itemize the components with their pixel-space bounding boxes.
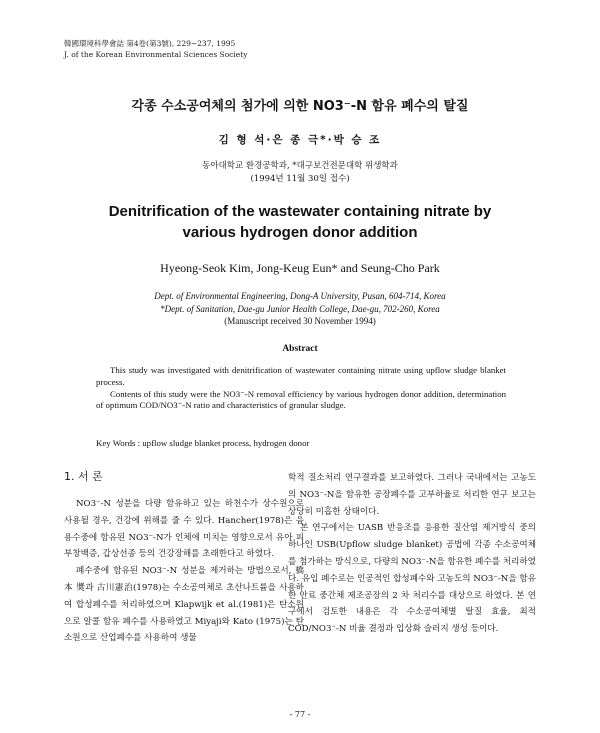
abstract-heading: Abstract: [282, 344, 318, 354]
korean-affiliation: [0, 160, 600, 186]
body-paragraph: 폐수중에 함유된 NO3⁻-N 성분을 제거하는 방법으로서, 橋本 奬과 古川憲治(1978)는 수소공여체로 초산나트륨을 사용하여 합성폐수를 처리하였으며 Klapwijk et al.(1981)은 탄소원으로 알콜 함유 폐수를 사용하였고 Miyaji와 Kato (1975)는 탄소원으로 산업폐수를 사용하여 생물: [64, 566, 304, 644]
english-affiliation-line2: *Dept. of Sanitation, Dae-gu Junior Health College, Dae-gu, 702-260, Korea: [160, 303, 440, 314]
english-title-line2: various hydrogen donor addition: [182, 224, 418, 241]
keywords: Key Words : upflow sludge blanket process, hydrogen donor: [96, 438, 310, 448]
korean-received-date: (1994년 11월 30일 접수): [250, 174, 350, 184]
page-number: - 77 -: [289, 710, 311, 719]
journal-citation-korean: 韓國環境科學會誌 第4卷(第3號), 229∼237, 1995: [64, 39, 236, 48]
abstract-paragraph: Contents of this study were the NO3⁻-N removal efficiency by various hydrogen donor addition, determination of optimum COD/NO3⁻-N ratio and characteristics of granular sludge.: [96, 388, 506, 411]
english-affiliation: [0, 290, 600, 328]
abstract-body: [96, 365, 506, 412]
body-paragraph: 학적 질소처리 연구결과를 보고하였다. 그러나 국내에서는 고농도의 NO3⁻-N을 함유한 공장폐수를 고부하율로 처리한 연구 보고는 상당히 미흡한 상태이다.: [288, 473, 536, 517]
body-column-left: [64, 468, 304, 647]
english-authors: Hyeong-Seok Kim, Jong-Keug Eun* and Seung-Cho Park: [160, 261, 440, 275]
body-paragraph: NO3⁻-N 성분을 다량 함유하고 있는 하천수가 상수원으로 사용될 경우, 건강에 위해를 줄 수 있다. Hancher(1978)은 음용수중에 함유된 NO3⁻-N가 인체에 미치는 영향으로서 유아 피부창백증, 갑상선종 등의 건강장해를 초래한다고 하였다.: [64, 499, 304, 560]
abstract-paragraph: This study was investigated with denitrification of wastewater containing nitrate using upflow sludge blanket process.: [96, 365, 506, 387]
body-column-right: [288, 470, 536, 638]
korean-affiliation-line: 동아대학교 환경공학과, *대구보건전문대학 위생학과: [202, 161, 398, 171]
journal-name-english: J. of the Korean Environmental Sciences Society: [64, 50, 248, 59]
english-affiliation-line1: Dept. of Environmental Engineering, Dong-A University, Pusan, 604-714, Korea: [154, 291, 446, 301]
english-title-line1: Denitrification of the wastewater containing nitrate by: [108, 203, 492, 220]
korean-title: 각종 수소공여체의 첨가에 의한 NO3⁻-N 함유 폐수의 탈질: [131, 99, 469, 114]
body-paragraph: 본 연구에서는 UASB 반응조를 응용한 질산염 제거방식 중의 하나인 USB(Upflow sludge blanket) 공법에 각종 수소공여체를 첨가하는 방식으로, 다량의 NO3⁻-N을 함유한 폐수를 처리하였다. 유입 폐수로는 인공적인 합성폐수와 고농도의 NO3⁻-N을 함유한 안료 중간체 제조공장의 2 차 처리수를 대상으로 하였다. 본 연구에서 검토한 내용은 각 수소공여체별 탈질 효율, 최적 COD/NO3⁻-N 비율 결정과 입상화 슬러지 생성 등이다.: [288, 523, 536, 635]
manuscript-received: (Manuscript received 30 November 1994): [224, 316, 376, 326]
section-heading: 1. 서 론: [64, 470, 103, 483]
english-title: [0, 201, 600, 243]
korean-authors: 김 형 석·은 종 극*·박 승 조: [218, 134, 382, 146]
journal-header: [64, 38, 248, 60]
